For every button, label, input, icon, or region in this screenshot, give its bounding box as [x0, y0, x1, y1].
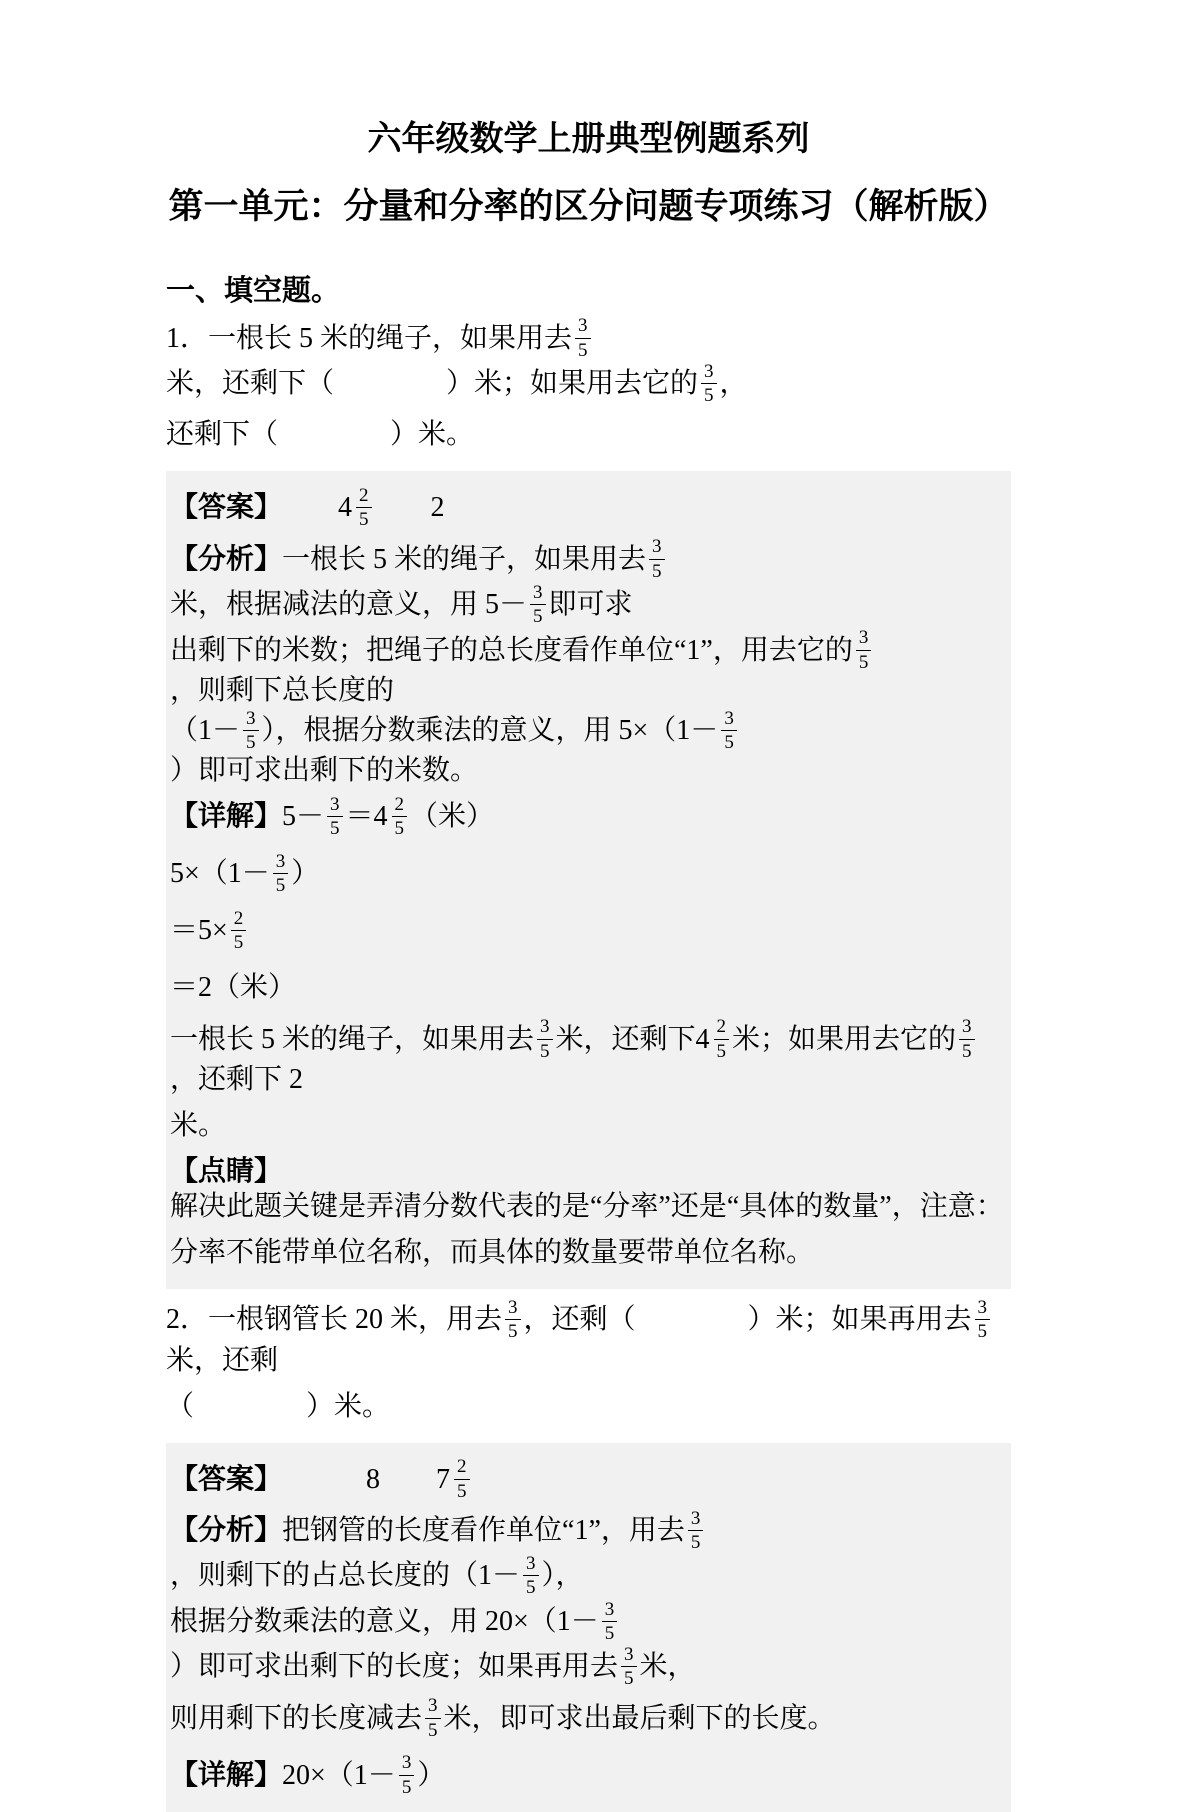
fraction [243, 708, 259, 754]
fraction [392, 794, 408, 840]
text-line [170, 788, 1005, 845]
fraction-denominator: 5 [275, 875, 286, 897]
label-run: 【分析】 [170, 543, 283, 575]
text-run: 米，还剩下 [555, 1023, 696, 1055]
fraction [399, 1752, 415, 1798]
fraction [721, 708, 737, 754]
fraction-numerator: 3 [575, 315, 591, 338]
text-run: 米，即可求出最后剩下的长度。 [443, 1702, 836, 1734]
text-run: 5－ [282, 801, 325, 833]
fraction [602, 1599, 618, 1645]
text-run [282, 490, 338, 525]
document-subtitle: 第一单元：分量和分率的区分问题专项练习（解析版） [168, 186, 1009, 226]
fraction-numerator: 2 [231, 908, 247, 931]
text-run: ＝5× [170, 915, 228, 947]
fraction-denominator: 5 [704, 385, 714, 407]
text-run: 分率不能带单位名称，而具体的数量要带单位名称。 [170, 1236, 815, 1268]
text-run: 米。 [170, 1109, 227, 1141]
text-run: 根据分数乘法的意义，用 20×（1－ [170, 1605, 599, 1637]
fraction-numerator: 3 [721, 708, 737, 731]
text-run: 一根长 5 米的绳子，如果用去 [170, 1023, 535, 1055]
content-blocks [166, 315, 1011, 1811]
fraction-numerator: 3 [959, 1016, 975, 1039]
mixed-number [374, 794, 411, 840]
fraction [454, 1456, 470, 1502]
label-run: 【分析】 [170, 1514, 283, 1546]
fraction-numerator: 3 [273, 851, 289, 874]
fraction [530, 582, 546, 628]
label-run: 【答案】 [170, 492, 283, 524]
label-run: 【详解】 [170, 1759, 283, 1791]
text-run: 出剩下的米数；把绳子的总长度看作单位“1”，用去它的 [170, 634, 853, 666]
fraction [273, 851, 289, 897]
fraction-denominator: 5 [724, 732, 734, 754]
text-run: 1．一根长 5 米的绳子，如果用去 [166, 322, 573, 354]
fraction [327, 794, 343, 840]
text-run: 米，根据减法的意义，用 5－ [170, 589, 528, 621]
text-run: 米，还剩 [166, 1344, 279, 1376]
text-run: ）， [541, 1560, 584, 1592]
text-run: 米；如果用去它的 [732, 1023, 957, 1055]
text-line [170, 902, 1005, 959]
fraction-denominator: 5 [977, 1321, 988, 1343]
fraction-denominator: 5 [540, 1040, 550, 1062]
text-run: 2 [374, 492, 445, 524]
text-line [170, 1097, 1005, 1154]
fraction-denominator: 5 [401, 1776, 412, 1798]
mixed-number [696, 1016, 733, 1062]
text-line [170, 1599, 1005, 1690]
mixed-number-whole: 4 [373, 801, 388, 833]
label-run: 【答案】 [170, 1463, 283, 1495]
fraction-denominator: 5 [246, 732, 256, 754]
text-run: ，还剩（ ）米；如果再用去 [523, 1304, 972, 1336]
fraction-numerator: 3 [649, 536, 665, 559]
fraction-denominator: 5 [858, 651, 869, 673]
mixed-number [338, 485, 375, 531]
text-line [170, 959, 1005, 1016]
fraction-denominator: 5 [233, 932, 244, 954]
text-run: 米， [639, 1651, 696, 1683]
fraction [505, 1297, 521, 1343]
fraction-denominator: 5 [526, 1577, 536, 1599]
fraction-numerator: 3 [530, 582, 546, 605]
mixed-number-whole: 4 [338, 492, 353, 524]
mixed-number-whole: 4 [695, 1023, 710, 1055]
answer-block-2 [166, 1443, 1011, 1812]
text-run: 2．一根钢管长 20 米，用去 [166, 1304, 503, 1336]
fraction-denominator: 5 [428, 1719, 438, 1741]
text-run: 8 [282, 1463, 437, 1495]
text-run: ），根据分数乘法的意义，用 5×（1－ [261, 715, 719, 747]
text-run: 米，还剩下（ ）米；如果用去它的 [166, 368, 699, 400]
fraction-numerator: 3 [856, 627, 872, 650]
text-line [170, 1016, 1005, 1097]
question-1 [166, 315, 1011, 463]
text-line [170, 479, 1005, 536]
fraction-denominator: 5 [962, 1040, 972, 1062]
fraction-numerator: 3 [602, 1599, 618, 1622]
text-run: ＝2（米） [170, 972, 297, 1004]
text-line [166, 1297, 1011, 1378]
fraction [649, 536, 665, 582]
fraction-numerator: 3 [621, 1644, 637, 1667]
text-run: 把钢管的长度看作单位“1”，用去 [282, 1514, 685, 1546]
fraction-denominator: 5 [690, 1531, 701, 1553]
fraction-denominator: 5 [330, 818, 340, 840]
fraction [523, 1553, 539, 1599]
text-run: ，还剩下 2 [170, 1063, 304, 1095]
fraction-denominator: 5 [533, 606, 543, 628]
fraction-denominator: 5 [578, 339, 588, 361]
text-run: （ ）米。 [166, 1390, 391, 1422]
fraction [356, 485, 372, 531]
fraction-denominator: 5 [457, 1480, 467, 1502]
fraction [425, 1695, 441, 1741]
answer-block-1 [166, 471, 1011, 1289]
fraction-numerator: 3 [243, 708, 259, 731]
text-run: 一根长 5 米的绳子，如果用去 [282, 543, 647, 575]
fraction-numerator: 3 [505, 1297, 521, 1320]
fraction [856, 627, 872, 673]
fraction-denominator: 5 [508, 1321, 518, 1343]
text-run: 5×（1－ [170, 858, 270, 890]
text-run: ） [291, 858, 320, 890]
section-heading: 一、填空题。 [166, 275, 341, 308]
text-line [170, 1508, 1005, 1599]
text-run: ）即可求出剩下的米数。 [170, 755, 479, 787]
text-line [166, 1378, 1011, 1435]
fraction-numerator: 3 [688, 1508, 704, 1531]
fraction-numerator: 3 [701, 361, 717, 384]
fraction-numerator: 3 [425, 1695, 441, 1718]
fraction [621, 1644, 637, 1690]
fraction-numerator: 2 [714, 1016, 730, 1039]
text-run: （米） [410, 801, 495, 833]
text-line [166, 315, 1011, 406]
text-run: 即可求 [548, 589, 633, 621]
text-line [170, 1747, 1005, 1804]
fraction-numerator: 2 [356, 485, 372, 508]
fraction-numerator: 3 [327, 794, 343, 817]
text-run: 20×（1－ [282, 1759, 396, 1791]
text-run: （1－ [170, 715, 241, 747]
fraction-numerator: 3 [523, 1553, 539, 1576]
fraction-numerator: 3 [537, 1016, 553, 1039]
text-line [170, 1690, 1005, 1747]
text-run: ，则剩下总长度的 [170, 674, 395, 706]
text-run: 还剩下（ ）米。 [166, 419, 475, 451]
text-line [170, 845, 1005, 902]
text-run: ＝ [345, 801, 374, 833]
document-title: 六年级数学上册典型例题系列 [367, 120, 810, 158]
text-run: ，则剩下的占总长度的（1－ [170, 1560, 521, 1592]
fraction-numerator: 2 [454, 1456, 470, 1479]
fraction [688, 1508, 704, 1554]
fraction-denominator: 5 [624, 1668, 634, 1690]
fraction [231, 908, 247, 954]
text-run: ） [417, 1759, 446, 1791]
fraction-denominator: 5 [652, 560, 662, 582]
fraction-numerator: 3 [399, 1752, 415, 1775]
text-line [170, 1224, 1005, 1281]
fraction [714, 1016, 730, 1062]
text-line [170, 1154, 1005, 1224]
label-run: 【详解】 [170, 801, 283, 833]
text-line [170, 627, 1005, 708]
fraction-numerator: 2 [392, 794, 408, 817]
question-2 [166, 1297, 1011, 1435]
fraction-denominator: 5 [604, 1622, 615, 1644]
fraction-denominator: 5 [716, 1040, 727, 1062]
text-line [170, 1451, 1005, 1508]
text-run: ， [719, 368, 748, 400]
mixed-number-whole: 7 [436, 1463, 451, 1495]
label-run: 【点睛】 [170, 1155, 283, 1187]
text-run: 解决此题关键是弄清分数代表的是“分率”还是“具体的数量”，注意： [170, 1190, 1004, 1222]
mixed-number [436, 1456, 473, 1502]
fraction-denominator: 5 [394, 818, 405, 840]
fraction [701, 361, 717, 407]
fraction [975, 1297, 991, 1343]
text-line [170, 708, 1005, 789]
fraction [575, 315, 591, 361]
fraction [537, 1016, 553, 1062]
text-line [170, 536, 1005, 627]
fraction-numerator: 3 [975, 1297, 991, 1320]
text-run: ）即可求出剩下的长度；如果再用去 [170, 1651, 619, 1683]
text-run: 则用剩下的长度减去 [170, 1702, 423, 1734]
text-line [166, 406, 1011, 463]
fraction-denominator: 5 [359, 509, 369, 531]
fraction [959, 1016, 975, 1062]
